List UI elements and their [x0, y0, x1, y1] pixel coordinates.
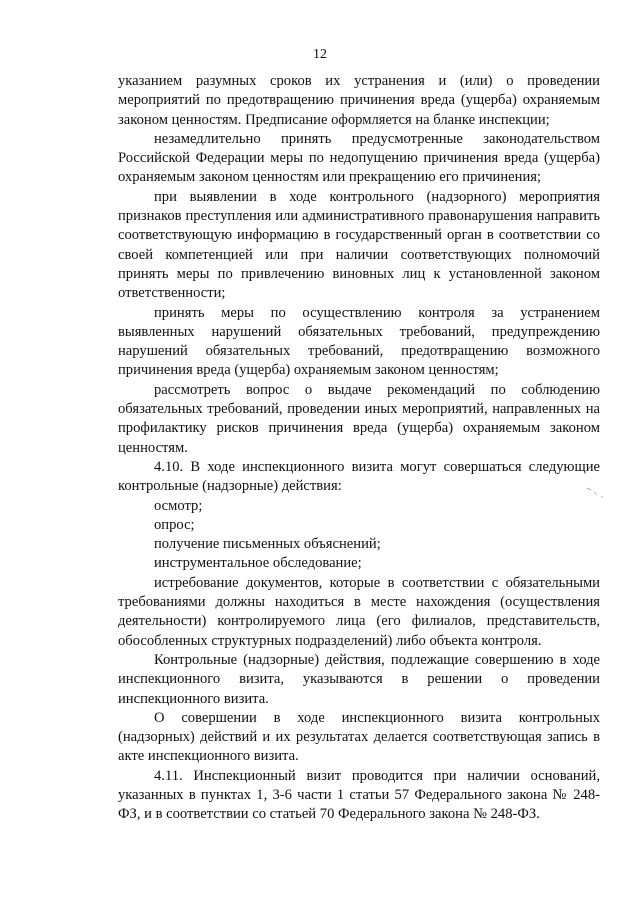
list-item-instrumental-examination: инструментальное обследование;: [154, 555, 362, 572]
paragraph-violation-control: принять меры по осуществлению контроля за устранением выявленных нарушений обязательных требований, предупреждению нарушений обязательных требований, предотвращению возможного причинения вреда (ущерба) охраняемым законом ценностям;: [118, 304, 600, 379]
document-body: [118, 72, 600, 825]
paragraph-4-11: 4.11. Инспекционный визит проводится при наличии оснований, указанных в пунктах 1, 3-6 части 1 статьи 57 Федерального закона № 248-ФЗ, и в соответствии со статьей 70 Федерального закона № 248-ФЗ.: [118, 767, 600, 823]
paragraph-prescription-continuation: указанием разумных сроков их устранения и (или) о проведении мероприятий по предотвращению причинения вреда (ущерба) охраняемым законом ценностям. Предписание оформляется на бланке инспекции;: [118, 73, 600, 128]
paragraph-actions-in-decision: Контрольные (надзорные) действия, подлежащие совершению в ходе инспекционного визита, указываются в решении о проведении инспекционного визита.: [118, 651, 600, 707]
page-number: 12: [313, 47, 327, 62]
list-item-inspection: осмотр;: [154, 497, 203, 514]
paragraph-immediate-measures: незамедлительно принять предусмотренные законодательством Российской Федерации меры по недопущению причинения вреда (ущерба) охраняемым законом ценностям или прекращению его причинения;: [118, 130, 600, 186]
paragraph-crime-signs: при выявлении в ходе контрольного (надзорного) мероприятия признаков преступления или административного правонарушения направить соответствующую информацию в государственный орган в соответствии со своей компетенцией или при наличии соответствующих полномочий принять меры по привлечению виновных лиц к установленной законом ответственности;: [118, 188, 600, 302]
paragraph-4-10: 4.10. В ходе инспекционного визита могут совершаться следующие контрольные (надзорные) действия:: [118, 458, 600, 495]
list-item-survey: опрос;: [154, 516, 195, 533]
scan-speck-mark: [586, 486, 608, 500]
list-item-document-request: истребование документов, которые в соответствии с обязательными требованиями должны находиться в месте нахождения (осуществления деятельности) контролируемого лица (его филиалов, представительств, обособленных структурных подразделений) либо объекта контроля.: [118, 574, 600, 649]
paragraph-recommendations: рассмотреть вопрос о выдаче рекомендаций по соблюдению обязательных требований, проведении иных мероприятий, направленных на профилактику рисков причинения вреда (ущерба) охраняемым законом ценностям.: [118, 381, 600, 456]
paragraph-act-record: О совершении в ходе инспекционного визита контрольных (надзорных) действий и их результатах делается соответствующая запись в акте инспекционного визита.: [118, 709, 600, 765]
list-item-written-explanations: получение письменных объяснений;: [154, 536, 381, 553]
